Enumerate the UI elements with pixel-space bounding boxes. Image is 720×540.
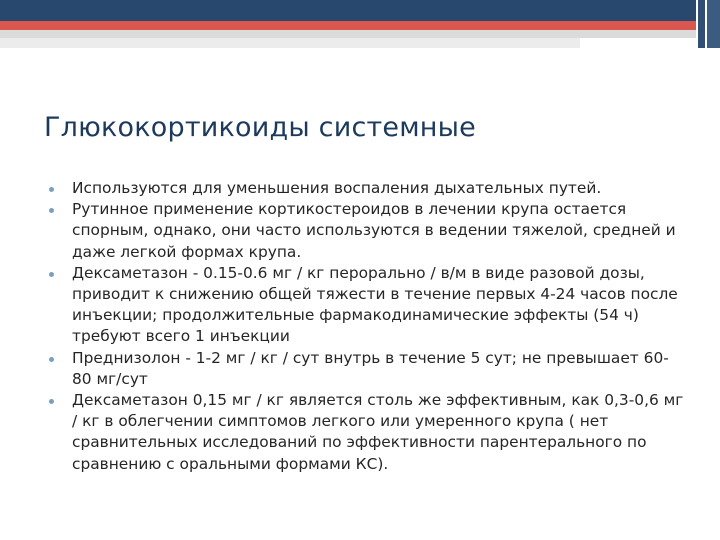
bullet-dot-icon <box>49 208 54 213</box>
bullet-dot-icon <box>49 399 54 404</box>
bullet-text: Дексаметазон - 0.15-0.6 мг / кг перорально / в/м в виде разовой дозы, приводит к снижению общей тяжести в течение первых 4-24 часов после инъекции; продолжительные фармакодинамические эффекты (54 ч) требуют всего 1 инъекции <box>72 263 678 346</box>
bullet-list <box>46 178 686 475</box>
bullet-item <box>46 390 686 475</box>
bullet-text: Преднизолон - 1-2 мг / кг / сут внутрь в течение 5 сут; не превышает 60-80 мг/сут <box>72 348 669 388</box>
bullet-item <box>46 178 686 199</box>
bullet-text: Рутинное применение кортикостероидов в лечении крупа остается спорным, однако, они часто используются в ведении тяжелой, средней и даже легкой формах крупа. <box>72 200 676 261</box>
bullet-item <box>46 348 686 390</box>
header-gray-strip <box>0 30 696 38</box>
bullet-text: Используются для уменьшения воспаления дыхательных путей. <box>72 179 602 197</box>
bullet-dot-icon <box>49 272 54 277</box>
slide-title: Глюкокортикоиды системные <box>44 112 476 143</box>
bullet-dot-icon <box>49 187 54 192</box>
header-accent-strip <box>0 21 696 30</box>
bullet-item <box>46 263 686 348</box>
bullet-item <box>46 199 686 263</box>
header-corner-block <box>707 0 720 48</box>
header-light-strip <box>0 38 580 48</box>
header-dark-strip <box>0 0 696 21</box>
bullet-text: Дексаметазон 0,15 мг / кг является столь же эффективным, как 0,3-0,6 мг / кг в облегчении симптомов легкого или умеренного крупа ( нет сравнительных исследований по эффективности парентерального по сравнению с оральными формами КС). <box>72 391 684 473</box>
bullet-dot-icon <box>49 357 54 362</box>
header-decoration <box>0 0 720 50</box>
header-corner-block <box>698 0 705 48</box>
